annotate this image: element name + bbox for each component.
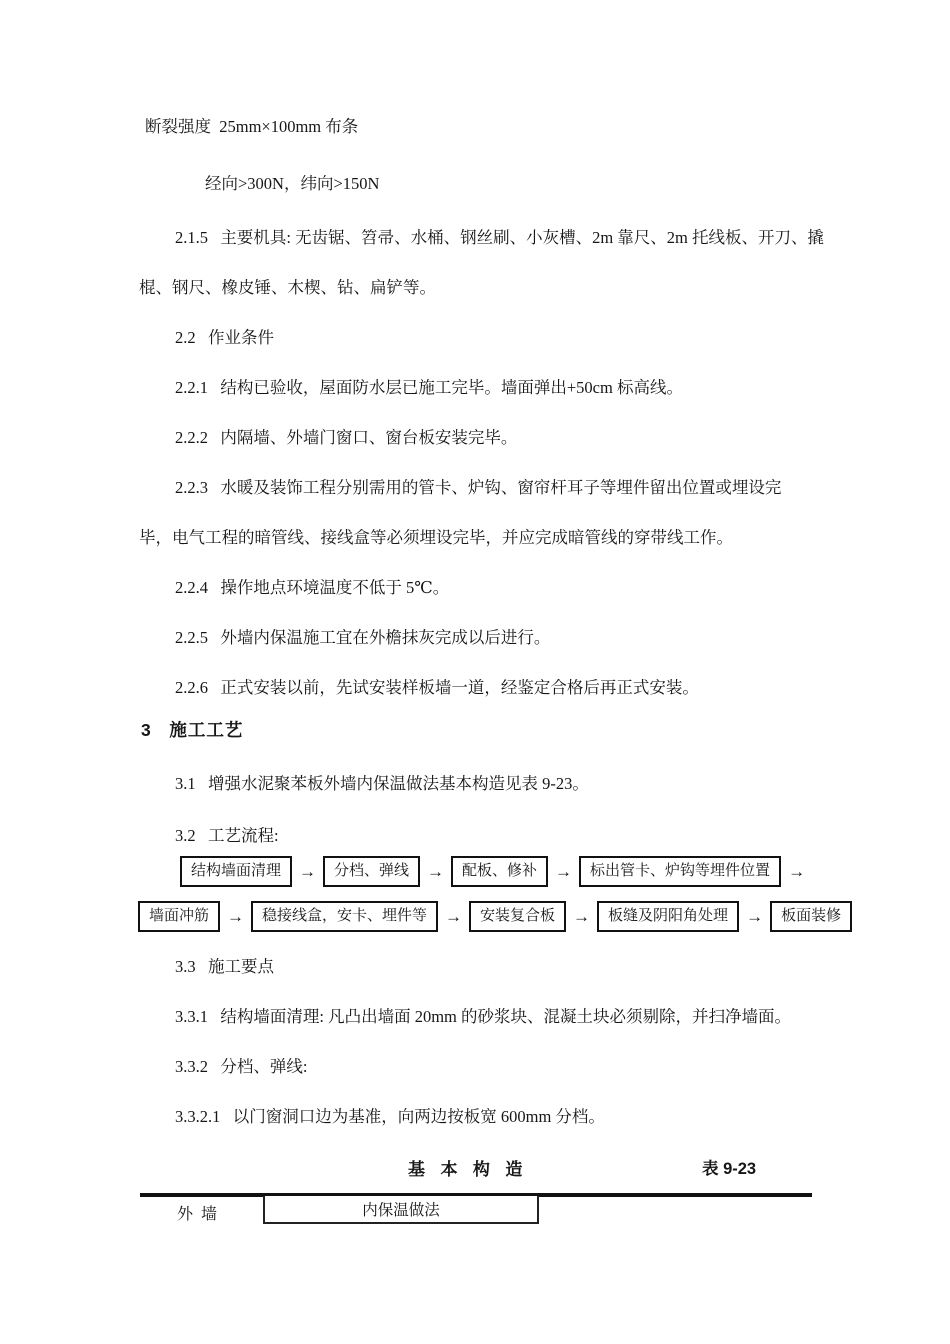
flow-step: 结构墙面清理 [180,856,292,887]
para-2-2-2: 2.2.2 内隔墙、外墙门窗口、窗台板安装完毕。 [175,428,518,447]
flow-step: 稳接线盒，安卡、埋件等 [251,901,438,932]
flow-arrow-icon: → [299,861,317,881]
flow-arrow-icon: → [555,861,573,881]
flow-arrow-icon: → [445,906,463,926]
flow-arrow-icon: → [746,906,764,926]
heading-2-2: 2.2 作业条件 [175,328,274,347]
table-ref-9-23: 表 9-23 [702,1160,757,1178]
flow-step: 板缝及阴阳角处理 [597,901,739,932]
flow-arrow-icon: → [573,906,591,926]
line-fracture-strength: 断裂强度 25mm×100mm 布条 [145,117,359,136]
process-flow-row-1 [180,856,806,887]
para-2-2-3-line2: 毕，电气工程的暗管线、接线盒等必须埋设完毕，并应完成暗管线的穿带线工作。 [139,528,733,547]
flow-arrow-icon: → [427,861,445,881]
process-flow-row-2 [138,901,852,932]
para-3-2-process-flow: 3.2 工艺流程: [175,826,279,845]
flow-step: 安装复合板 [469,901,566,932]
para-3-3: 3.3 施工要点 [175,957,274,976]
para-3-3-2-1: 3.3.2.1 以门窗洞口边为基准，向两边按板宽 600mm 分档。 [175,1107,605,1126]
flow-step: 板面装修 [770,901,852,932]
heading-3-construction-process: 3 施工工艺 [141,720,244,740]
para-2-2-6: 2.2.6 正式安装以前，先试安装样板墙一道，经鉴定合格后再正式安装。 [175,678,699,697]
flow-step: 分档、弹线 [323,856,420,887]
table-row-label-exterior-wall: 外 墙 [177,1206,218,1223]
para-2-2-5: 2.2.5 外墙内保温施工宜在外檐抹灰完成以后进行。 [175,628,551,647]
flow-arrow-icon: → [227,906,245,926]
line-strength-values: 经向>300N，纬向>150N [205,174,380,193]
para-2-2-4: 2.2.4 操作地点环境温度不低于 5℃。 [175,578,450,597]
para-2-1-5-line1: 2.1.5 主要机具: 无齿锯、笤帚、水桶、钢丝刷、小灰槽、2m 靠尺、2m 托线板、开刀、撬 [175,228,825,247]
flow-step: 墙面冲筋 [138,901,220,932]
para-3-3-1: 3.3.1 结构墙面清理: 凡凸出墙面 20mm 的砂浆块、混凝土块必须剔除，并扫净墙面。 [175,1007,792,1026]
flow-step: 标出管卡、炉钩等埋件位置 [579,856,781,887]
para-3-1: 3.1 增强水泥聚苯板外墙内保温做法基本构造见表 9-23。 [175,774,589,793]
table-cell-interior-insulation: 内保温做法 [263,1196,539,1224]
para-3-3-2: 3.3.2 分档、弹线: [175,1057,308,1076]
para-2-2-3-line1: 2.2.3 水暖及装饰工程分别需用的管卡、炉钩、窗帘杆耳子等埋件留出位置或埋设完 [175,478,782,497]
para-2-2-1: 2.2.1 结构已验收，屋面防水层已施工完毕。墙面弹出+50cm 标高线。 [175,378,683,397]
table-title-basic-construction: 基 本 构 造 [408,1160,525,1179]
para-2-1-5-line2: 棍、钢尺、橡皮锤、木楔、钻、扁铲等。 [139,278,436,297]
flow-step: 配板、修补 [451,856,548,887]
flow-arrow-icon: → [788,861,806,881]
